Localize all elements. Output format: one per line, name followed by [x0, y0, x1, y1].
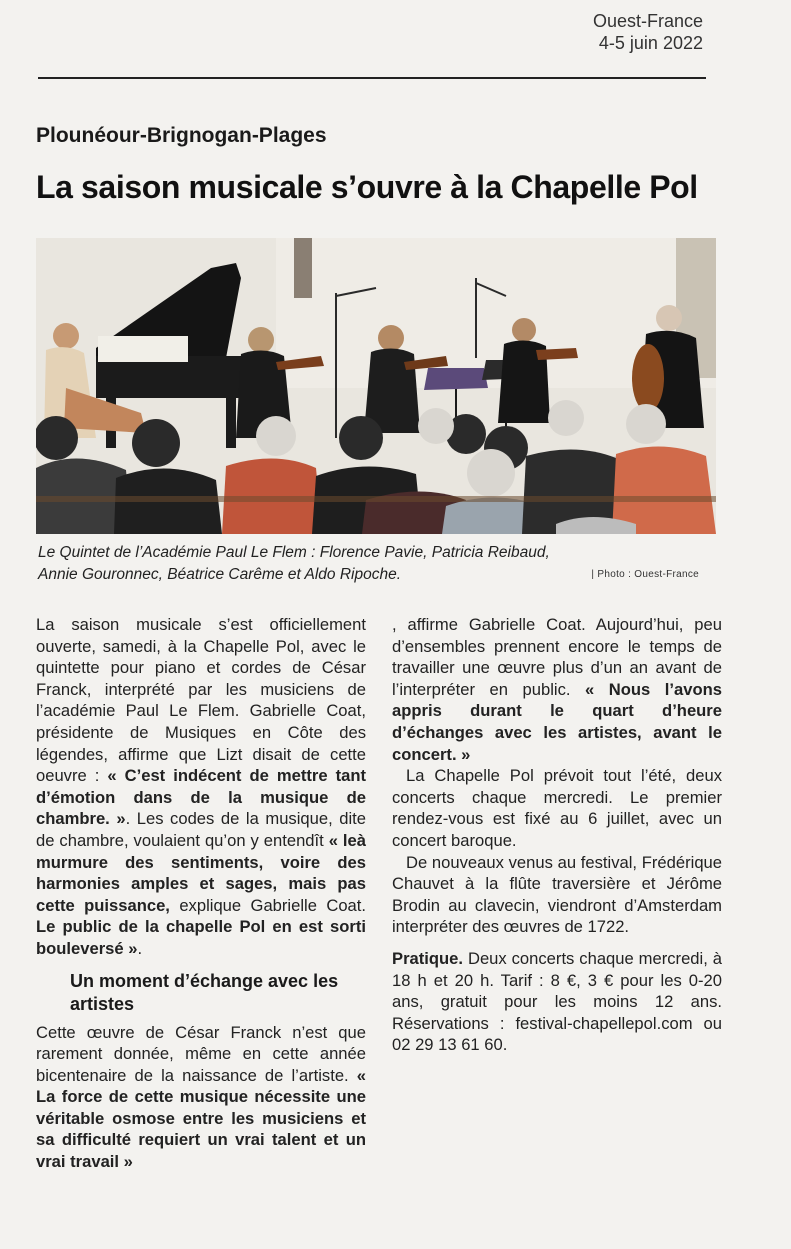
photo-credit: | Photo : Ouest-France [591, 569, 699, 580]
article-paragraph-3: La Chapelle Pol prévoit tout l’été, deux concerts chaque mercredi. Le premier rendez-vous est fixé au 6 juillet, avec un concert baroque. [392, 766, 722, 850]
practical-label: Pratique. [392, 948, 464, 968]
caption-line-1: Le Quintet de l’Académie Paul Le Flem : Florence Pavie, Patricia Reibaud, [38, 544, 550, 561]
source-info [593, 10, 703, 54]
practical-text: Deux concerts chaque mercredi, à 18 h et 20 h. Tarif : 8 €, 3 € pour les 0-20 ans, gratuit pour les moins 12 ans. Réservations : festival-chapellepol.com ou 02 29 13 61 60. [392, 948, 722, 1055]
article-column-1 [36, 614, 366, 1173]
quote-murmure: « leà murmure des sentiments, voire des harmonies amples et sages, mais pas cette puissance, [36, 830, 366, 915]
article-subheading: Un moment d’échange avec les artistes [70, 970, 339, 1014]
publication-date: 4-5 juin 2022 [598, 33, 703, 53]
article-paragraph-1: La saison musicale s’est officiellement ouverte, samedi, à la Chapelle Pol, avec le quintette pour piano et cordes de César Franck, interprété par les musiciens de l’académie Paul Le Flem. Gabrielle Coat, présidente de Musiques en Côte des légendes, affirme que Lizt disait de cette oeuvre : « C’est indécent de mettre tant d’émotion dans de la musique de chambre. ». Les codes de la musique, dite de chambre, voulaient qu’on y entendît « leà murmure des sentiments, voire des harmonies amples et sages, mais pas cette puissance, explique Gabrielle Coat. Le public de la chapelle Pol en est sorti bouleversé ». [36, 615, 367, 958]
quote-public: Le public de la chapelle Pol en est sorti bouleversé » [36, 917, 366, 958]
header-rule [38, 77, 706, 79]
newspaper-name: Ouest-France [592, 11, 703, 31]
article-paragraph-4: De nouveaux venus au festival, Frédérique Chauvet à la flûte traversière et Jérôme Brodin au clavecin, viendront d’Amsterdam interpréter des œuvres de 1722. [392, 852, 722, 937]
article-paragraph-2-end: , affirme Gabrielle Coat. Aujourd’hui, peu d’ensembles prennent encore le temps de travailler une œuvre plus d’un an avant de l’interpréter en public. « Nous l’avons appris durant le quart d’heure d’échanges avec les artistes, avant le concert. » [392, 615, 722, 764]
quote-force-de-cette-musique: « La force de cette musique nécessite une véritable osmose entre les musiciens et sa difficulté requiert un vrai talent et un vrai travail » [36, 1065, 366, 1172]
article-column-2 [392, 614, 722, 1056]
article-practical-info [392, 948, 722, 1056]
quote-nous-l-avons-appris: « Nous l’avons appris durant le quart d’heure d’échanges avec les artistes, avant le concert. » [392, 679, 722, 764]
location-kicker: Plounéour-Brignogan-Plages [36, 124, 327, 147]
quote-liszt: « C’est indécent de mettre tant d’émotion dans de la musique de chambre. » [36, 766, 367, 829]
article-headline: La saison musicale s’ouvre à la Chapelle Pol [36, 169, 698, 205]
concert-photo [36, 238, 716, 534]
caption-line-2: Annie Gouronnec, Béatrice Carême et Aldo Ripoche. [38, 566, 402, 583]
article-paragraph-2-start: Cette œuvre de César Franck n’est que rarement donnée, même en cette année bicentenaire de la naissance de l’artiste. « La force de cette musique nécessite une véritable osmose entre les musiciens et sa difficulté requiert un vrai talent et un vrai travail » [36, 1022, 366, 1172]
